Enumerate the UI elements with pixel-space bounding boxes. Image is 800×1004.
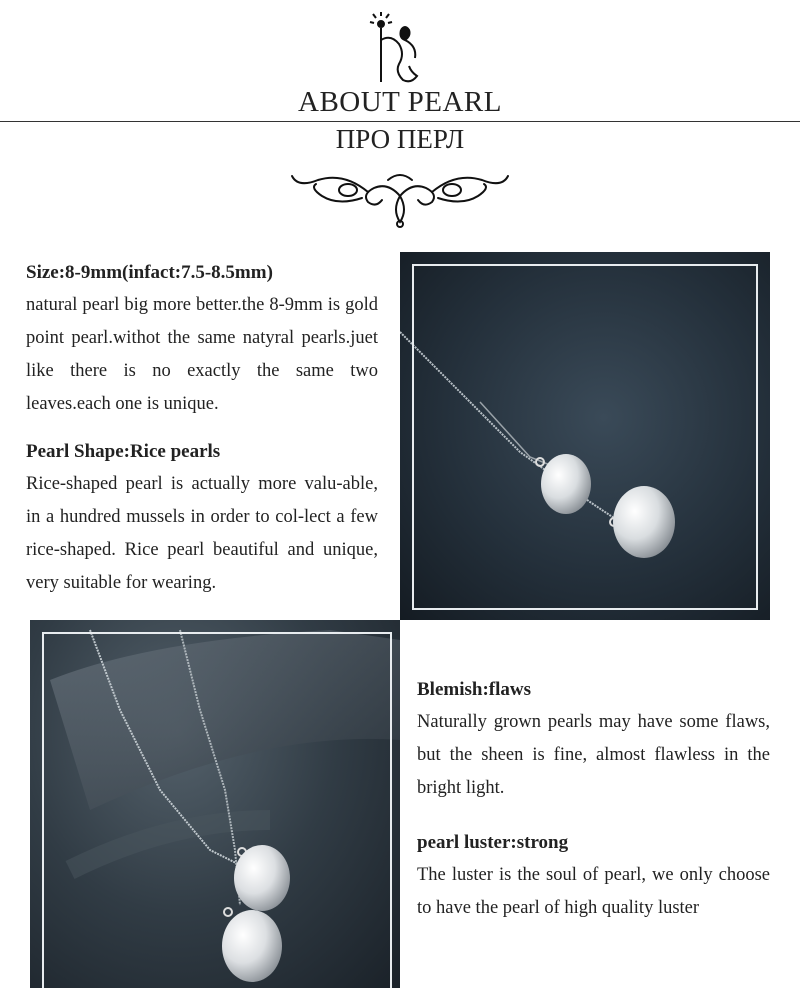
blemish-heading: Blemish:flaws — [417, 679, 531, 700]
blemish-body: Naturally grown pearls may have some flaws, but the sheen is fine, almost flawless in the bright light. — [417, 712, 770, 798]
section-shape — [26, 435, 378, 600]
section-luster — [417, 826, 770, 925]
title-divider — [0, 121, 800, 122]
title-russian: ПРО ПЕРЛ — [335, 124, 465, 154]
shape-body: Rice-shaped pearl is actually more valu-able, in a hundred mussels in order to col-lect a few rice-shaped. Rice pearl beautiful and unique, very suitable for wearing. — [26, 474, 378, 593]
size-heading: Size:8-9mm(infact:7.5-8.5mm) — [26, 262, 273, 283]
photo-frame-top — [412, 264, 758, 610]
pearl-photo-bottom — [30, 620, 400, 988]
luster-heading: pearl luster:strong — [417, 832, 569, 853]
ornament-flourish-icon — [288, 162, 512, 230]
title-about-pearl: ABOUT PEARL — [298, 86, 502, 118]
section-blemish — [417, 673, 770, 805]
pearl-photo-top — [400, 252, 770, 620]
luster-body: The luster is the soul of pearl, we only choose to have the pearl of high quality luster — [417, 865, 770, 918]
photo-frame-bottom — [42, 632, 392, 988]
mermaid-logo-icon — [365, 10, 435, 86]
size-body: natural pearl big more better.the 8-9mm is gold point pearl.withot the same natyral pearls.juet like there is no exactly the same two leaves.each one is unique. — [26, 295, 378, 414]
section-size — [26, 256, 378, 421]
shape-heading: Pearl Shape:Rice pearls — [26, 441, 221, 462]
